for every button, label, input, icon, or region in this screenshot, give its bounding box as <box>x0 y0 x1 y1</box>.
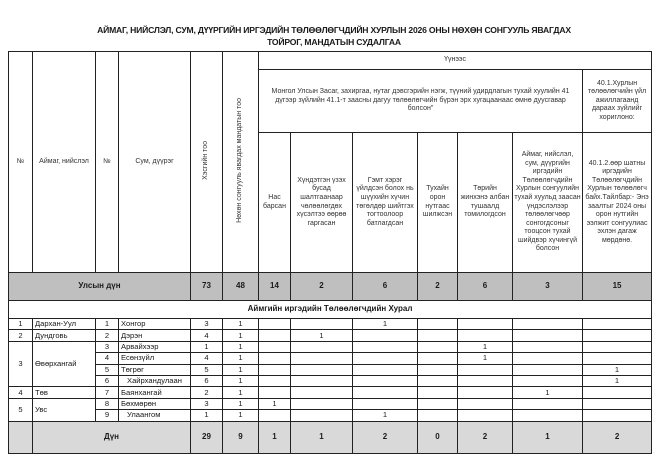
reason-cell <box>291 364 353 375</box>
aimag-no: 2 <box>9 330 33 341</box>
reason-cell <box>513 398 583 409</box>
reason-cell <box>291 410 353 421</box>
reason-cell <box>583 319 652 330</box>
summary-row <box>9 273 652 301</box>
table-row <box>9 319 652 330</box>
total-row <box>9 421 652 453</box>
reason-cell <box>583 410 652 421</box>
header-sub-3: Гэмт хэрэг үйлдсэн болох нь шүүхийн хүчин төгөлдөр шийтгэх тогтоолоор батлагдсан <box>353 133 418 273</box>
title-line-1: АЙМАГ, НИЙСЛЭЛ, СУМ, ДҮҮРГИЙН ИРГЭДИЙН ТӨЛӨӨЛӨГЧДИЙН ХУРЛЫН 2026 ОНЫ НӨХӨН СОНГУУЛЬ ЯВАГДАХ <box>97 25 571 35</box>
reason-cell <box>458 364 513 375</box>
sum-no: 8 <box>96 398 119 409</box>
sum-no: 3 <box>96 341 119 352</box>
reason-cell <box>259 353 291 364</box>
reason-cell <box>418 375 458 386</box>
summary-cell: 15 <box>583 273 652 301</box>
header-sub-6: Аймаг, нийслэл, сум, дүүргийн иргэдийн Төлөөлөгчдийн Хурлын сонгуулийн тухай хуульд заасан үндэслэлээр төлөөлөгчөөр сонгогдсоныг тооцсон тухай шийдвэр хүчингүй болсон <box>513 133 583 273</box>
sum-name: Баянхангай <box>119 387 191 398</box>
reason-cell: 1 <box>353 410 418 421</box>
table-row <box>9 398 652 409</box>
khesgiin-cell: 3 <box>191 398 223 409</box>
reason-cell <box>418 319 458 330</box>
nokhon-cell: 1 <box>223 375 259 386</box>
aimag-name: Увс <box>33 398 96 421</box>
header-sub-1: Нас барсан <box>259 133 291 273</box>
reason-cell <box>353 353 418 364</box>
table-row <box>9 330 652 341</box>
reason-cell <box>353 375 418 386</box>
summary-cell: 2 <box>418 273 458 301</box>
header-khesgiin-text: Хэсгийн тоо <box>202 140 210 180</box>
nokhon-cell: 1 <box>223 341 259 352</box>
reason-cell <box>353 330 418 341</box>
khesgiin-cell: 1 <box>191 341 223 352</box>
reason-cell <box>259 341 291 352</box>
aimag-name: Дархан-Уул <box>33 319 96 330</box>
nokhon-cell: 1 <box>223 364 259 375</box>
sum-name: Дэрэн <box>119 330 191 341</box>
table-row <box>9 353 652 364</box>
header-nokhon-text: Нөхөн сонгууль явагдах мандатын тоо <box>236 97 244 223</box>
reason-cell: 1 <box>513 387 583 398</box>
aimag-name: Төв <box>33 387 96 398</box>
nokhon-cell: 1 <box>223 319 259 330</box>
summary-cell: 6 <box>458 273 513 301</box>
total-empty-cell <box>9 421 33 453</box>
summary-cell: 2 <box>291 273 353 301</box>
reason-cell <box>418 387 458 398</box>
sum-name: Улаангом <box>119 410 191 421</box>
reason-cell <box>353 364 418 375</box>
total-cell: 9 <box>223 421 259 453</box>
reason-cell <box>291 398 353 409</box>
reason-cell <box>418 410 458 421</box>
total-cell: 1 <box>291 421 353 453</box>
header-uunees: Үүнээс <box>259 52 652 70</box>
header-no-2: № <box>96 52 119 273</box>
title-line-2: ТОЙРОГ, МАНДАТЫН СУДАЛГАА <box>267 37 401 47</box>
reason-cell: 1 <box>291 330 353 341</box>
reason-cell: 1 <box>458 341 513 352</box>
document-title <box>0 24 668 48</box>
sum-no: 7 <box>96 387 119 398</box>
header-no: № <box>9 52 33 273</box>
reason-cell <box>458 398 513 409</box>
election-table <box>8 51 652 454</box>
sum-no: 2 <box>96 330 119 341</box>
reason-cell <box>291 319 353 330</box>
reason-cell <box>353 398 418 409</box>
table-row <box>9 375 652 386</box>
reason-cell <box>259 410 291 421</box>
header-nokhon <box>223 52 259 273</box>
aimag-name: Дундговь <box>33 330 96 341</box>
section-row <box>9 301 652 319</box>
table-row <box>9 387 652 398</box>
reason-cell <box>418 330 458 341</box>
reason-cell <box>353 387 418 398</box>
total-cell: 2 <box>458 421 513 453</box>
reason-cell <box>259 330 291 341</box>
reason-cell <box>458 375 513 386</box>
reason-cell <box>418 398 458 409</box>
reason-cell <box>458 410 513 421</box>
reason-cell <box>513 410 583 421</box>
aimag-no: 3 <box>9 341 33 387</box>
header-sub-2: Хүндэтгэн үзэх бусад шалтгаанаар чөлөөлөгдөх хүсэлтээ өөрөө гаргасан <box>291 133 353 273</box>
sum-name: Хайрхандулаан <box>119 375 191 386</box>
total-cell: 29 <box>191 421 223 453</box>
total-label: Дүн <box>33 421 191 453</box>
khesgiin-cell: 4 <box>191 353 223 364</box>
reason-cell: 1 <box>353 319 418 330</box>
summary-cell: 48 <box>223 273 259 301</box>
aimag-no: 1 <box>9 319 33 330</box>
nokhon-cell: 1 <box>223 353 259 364</box>
reason-cell: 1 <box>458 353 513 364</box>
reason-cell <box>259 319 291 330</box>
reason-cell <box>291 353 353 364</box>
sum-name: Төгрөг <box>119 364 191 375</box>
total-cell: 0 <box>418 421 458 453</box>
aimag-name: Өвөрхангай <box>33 341 96 387</box>
nokhon-cell: 1 <box>223 398 259 409</box>
header-group-b: 40.1.Хурлын төлөөлөгчийн үйл ажиллагаанд дараах зүйлийг хориглоно: <box>583 70 652 133</box>
khesgiin-cell: 5 <box>191 364 223 375</box>
summary-cell: 73 <box>191 273 223 301</box>
section-label: Аймгийн иргэдийн Төлөөлөгчдийн Хурал <box>9 301 652 319</box>
table-row <box>9 364 652 375</box>
reason-cell <box>259 387 291 398</box>
reason-cell <box>513 341 583 352</box>
aimag-no: 4 <box>9 387 33 398</box>
reason-cell <box>291 375 353 386</box>
header-aimag: Аймаг, нийслэл <box>33 52 96 273</box>
header-khesgiin <box>191 52 223 273</box>
table-row <box>9 410 652 421</box>
summary-cell: 14 <box>259 273 291 301</box>
reason-cell <box>353 341 418 352</box>
sum-name: Бөхмөрөн <box>119 398 191 409</box>
reason-cell <box>583 353 652 364</box>
total-cell: 1 <box>259 421 291 453</box>
nokhon-cell: 1 <box>223 387 259 398</box>
header-sub-5: Төрийн жинхэнэ албан тушаалд томилогдсон <box>458 133 513 273</box>
summary-cell: 3 <box>513 273 583 301</box>
khesgiin-cell: 6 <box>191 375 223 386</box>
summary-label: Улсын дүн <box>9 273 191 301</box>
reason-cell: 1 <box>583 375 652 386</box>
header-sub-7: 40.1.2.өөр шатны иргэдийн Төлөөлөгчдийн Хурлын төлөөлөгч байх.Тайлбар:- Энэ заалтыг 2024 оны орон нутгийн ээлжит сонгуулиас эхлэн дагаж мөрдөнө. <box>583 133 652 273</box>
reason-cell <box>513 375 583 386</box>
sum-name: Арвайхээр <box>119 341 191 352</box>
reason-cell <box>458 319 513 330</box>
sum-no: 5 <box>96 364 119 375</box>
sum-no: 9 <box>96 410 119 421</box>
header-sum: Сум, дүүрэг <box>119 52 191 273</box>
sum-no: 1 <box>96 319 119 330</box>
reason-cell <box>513 319 583 330</box>
khesgiin-cell: 4 <box>191 330 223 341</box>
header-group-a: Монгол Улсын Засаг, захиргаа, нутаг дэвсгэрийн нэгж, түүний удирдлагын тухай хуулийн 41 дүгээр зүйлийн 41.1-т заасны дагуу төлөөлөгчийн бүрэн эрх хугацаанаас өмнө дуусгавар болсон" <box>259 70 583 133</box>
reason-cell <box>583 398 652 409</box>
total-cell: 1 <box>513 421 583 453</box>
khesgiin-cell: 3 <box>191 319 223 330</box>
sum-no: 4 <box>96 353 119 364</box>
reason-cell <box>513 364 583 375</box>
sum-name: Хонгор <box>119 319 191 330</box>
reason-cell <box>458 330 513 341</box>
table-row <box>9 341 652 352</box>
reason-cell <box>583 330 652 341</box>
nokhon-cell: 1 <box>223 410 259 421</box>
total-cell: 2 <box>583 421 652 453</box>
reason-cell <box>513 330 583 341</box>
nokhon-cell: 1 <box>223 330 259 341</box>
reason-cell: 1 <box>583 364 652 375</box>
khesgiin-cell: 2 <box>191 387 223 398</box>
reason-cell <box>291 341 353 352</box>
reason-cell <box>513 353 583 364</box>
summary-cell: 6 <box>353 273 418 301</box>
reason-cell <box>259 375 291 386</box>
reason-cell <box>259 364 291 375</box>
reason-cell <box>458 387 513 398</box>
khesgiin-cell: 1 <box>191 410 223 421</box>
total-cell: 2 <box>353 421 418 453</box>
reason-cell <box>583 341 652 352</box>
aimag-no: 5 <box>9 398 33 421</box>
reason-cell: 1 <box>259 398 291 409</box>
sum-no: 6 <box>96 375 119 386</box>
sum-name: Есөнзүйл <box>119 353 191 364</box>
reason-cell <box>291 387 353 398</box>
reason-cell <box>418 341 458 352</box>
reason-cell <box>583 387 652 398</box>
header-sub-4: Тухайн орон нутгаас шилжсэн <box>418 133 458 273</box>
reason-cell <box>418 353 458 364</box>
reason-cell <box>418 364 458 375</box>
